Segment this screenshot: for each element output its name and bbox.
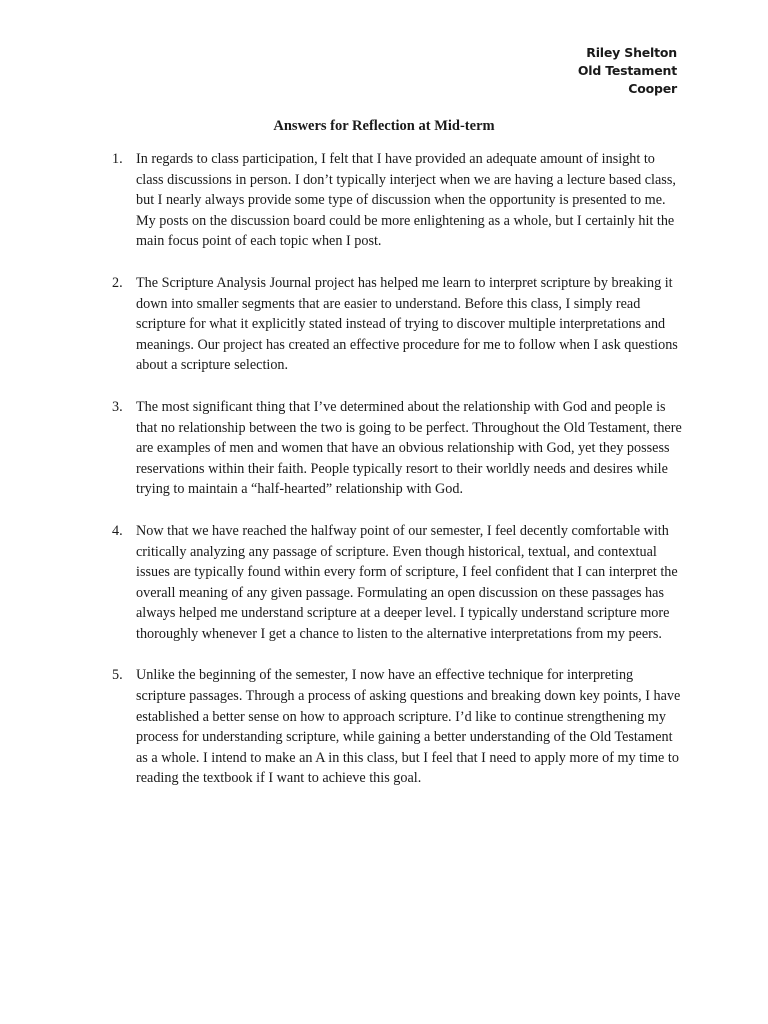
answer-item-5 [112, 665, 682, 789]
answer-item-4 [112, 521, 682, 645]
answer-number: 2. [112, 274, 123, 291]
answer-text: The most significant thing that I’ve determined about the relationship with God and people is that no relationship between the two is going to be perfect. Throughout the Old Testament, there are examples of men and women that have an obvious relationship with God, yet they possess reservations within their faith. People typically resort to their worldly needs and desires while trying to maintain a “half-hearted” relationship with God. [136, 398, 682, 498]
course-name: Old Testament [577, 63, 677, 78]
answer-item-1 [112, 149, 682, 252]
answer-number: 1. [112, 151, 123, 167]
answer-number: 3. [112, 398, 123, 415]
header-block [578, 44, 677, 98]
answer-item-3 [112, 397, 682, 500]
student-name: Riley Shelton [586, 45, 677, 60]
answer-number: 5. [112, 667, 123, 684]
answer-number: 4. [112, 522, 123, 539]
document-title: Answers for Reflection at Mid-term [273, 118, 495, 134]
instructor-name: Cooper [628, 81, 677, 96]
answer-text: Now that we have reached the halfway point of our semester, I feel decently comfortable with critically analyzing any passage of scripture. Even though historical, textual, and contextual issues are typically found within every form of scripture, I feel confident that I can interpret the overall meaning of any given passage. Formulating an open discussion on these passages has always helped me understand scripture at a deeper level. I typically understand scripture more thoroughly whenever I get a chance to listen to the alternative interpretations from my peers. [136, 522, 678, 642]
answers-list [112, 149, 682, 810]
answer-text: The Scripture Analysis Journal project has helped me learn to interpret scripture by breaking it down into smaller segments that are easier to understand. Before this class, I simply read scripture for what it explicitly stated instead of trying to discover multiple interpretations and meanings. Our project has created an effective procedure for me to follow when I ask questions about a scripture selection. [136, 274, 678, 374]
answer-text: In regards to class participation, I felt that I have provided an adequate amount of insight to class discussions in person. I don’t typically interject when we are having a lecture based class, but I nearly always provide some type of discussion when the opportunity is presented to me. My posts on the discussion board could be more enlightening as a whole, but I certainly hit the main focus point of each topic when I post. [136, 151, 676, 250]
answer-item-2 [112, 273, 682, 376]
answer-text: Unlike the beginning of the semester, I now have an effective technique for interpreting scripture passages. Through a process of asking questions and breaking down key points, I have established a better sense on how to approach scripture. I’d like to continue strengthening my process for understanding scripture, while gaining a better understanding of the Old Testament as a whole. I intend to make an A in this class, but I feel that I need to apply more of my time to reading the textbook if I want to achieve this goal. [136, 667, 681, 787]
